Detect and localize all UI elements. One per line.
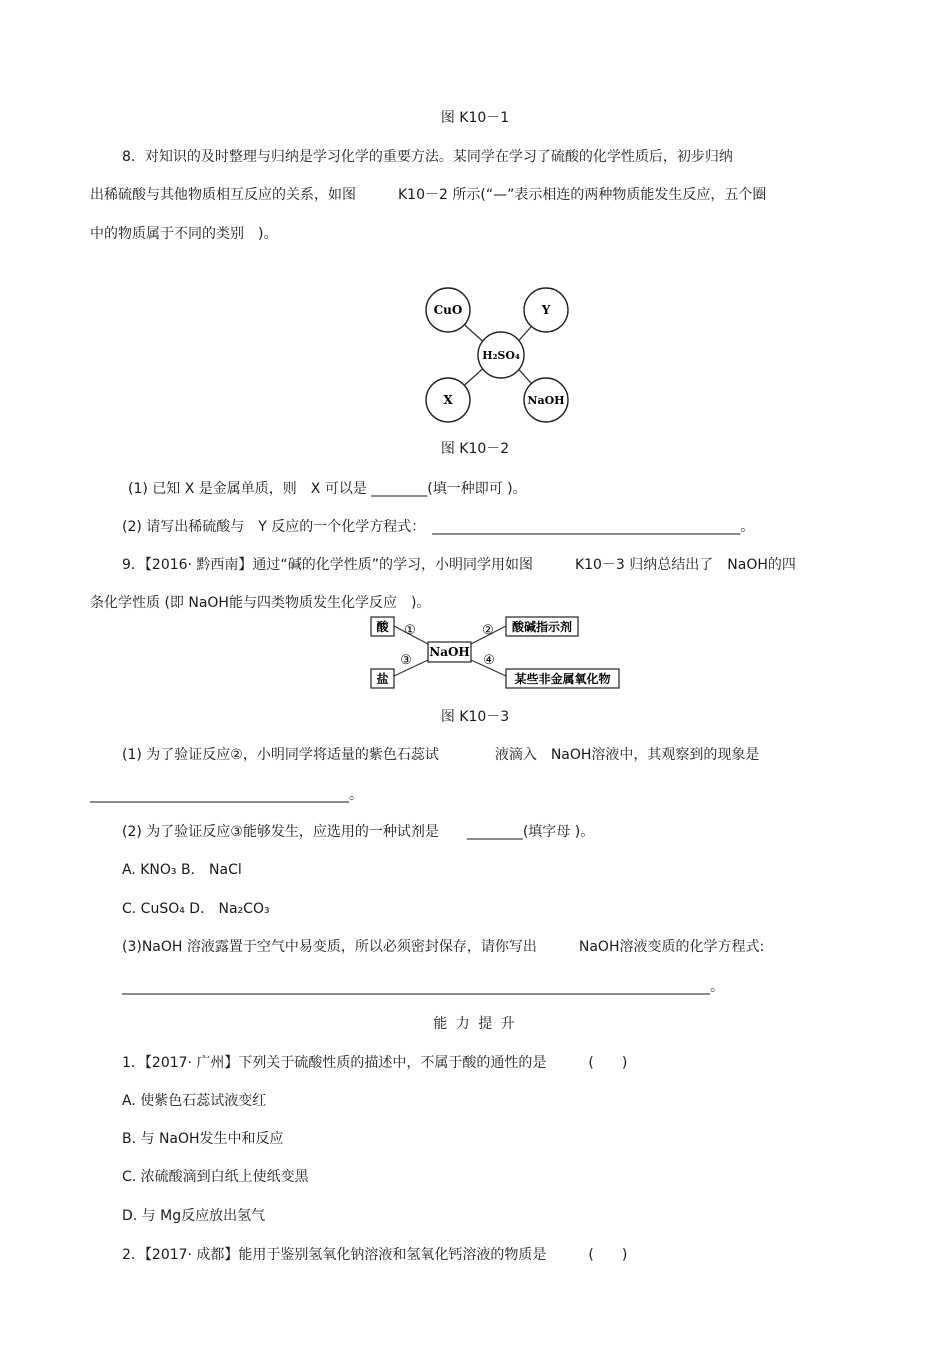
label-indicator: 酸碱指示剂 <box>511 620 573 634</box>
number-2: ② <box>482 623 494 638</box>
p1-option-b: B. 与 NaOH发生中和反应 <box>122 1131 284 1147</box>
q8-sub-2: (2) 请写出稀硫酸与 Y 反应的一个化学方程式： ____________________________________________。 <box>122 519 755 535</box>
figure-caption-k10-3: 图 K10－3 <box>440 709 510 725</box>
q9-sub-1-line-2: _____________________________________。 <box>90 787 363 803</box>
section-title: 能 力 提 升 <box>433 1016 517 1032</box>
q9-line-2: 条化学性质 (即 NaOH能与四类物质发生化学反应 )。 <box>90 595 431 611</box>
figure-caption-k10-1: 图 K10－1 <box>440 110 510 126</box>
q9-sub-1-line-1: (1) 为了验证反应②，小明同学将适量的紫色石蕊试 液滴入 NaOH溶液中，其观察到的现象是 <box>122 747 760 763</box>
number-3: ③ <box>400 653 412 668</box>
q8-line-3: 中的物质属于不同的类别 )。 <box>90 226 278 242</box>
node-x: X <box>443 393 453 407</box>
label-salt: 盐 <box>376 672 389 686</box>
q8-line-2: 出稀硫酸与其他物质相互反应的关系，如图 K10－2 所示(“—”表示相连的两种物质能发生反应，五个圈 <box>90 187 767 203</box>
p1-option-a: A. 使紫色石蕊试液变红 <box>122 1093 267 1109</box>
p1-option-d: D. 与 Mg反应放出氢气 <box>122 1208 266 1224</box>
node-naoh: NaOH <box>527 394 565 407</box>
q8-line-1: 8．对知识的及时整理与归纳是学习化学的重要方法。某同学在学习了硫酸的化学性质后，初步归纳 <box>122 149 733 165</box>
node-h2so4: H₂SO₄ <box>482 349 520 362</box>
p1-option-c: C. 浓硫酸滴到白纸上使纸变黑 <box>122 1169 309 1185</box>
q9-sub-3-line-2: ____________________________________________________________________________________。 <box>122 979 724 995</box>
node-y: Y <box>541 303 551 317</box>
label-naoh: NaOH <box>429 645 470 659</box>
figure-caption-k10-2: 图 K10－2 <box>440 441 510 457</box>
p1-stem: 1．【2017· 广州】下列关于硫酸性质的描述中，不属于酸的通性的是 ( ) <box>122 1055 628 1071</box>
sulfuric-acid-diagram <box>410 280 590 430</box>
q9-sub-3-line-1: (3)NaOH 溶液露置于空气中易变质，所以必须密封保存，请你写出 NaOH溶液变质的化学方程式: <box>122 939 765 955</box>
number-1: ① <box>404 623 416 638</box>
label-acid: 酸 <box>376 620 389 634</box>
node-cuo: CuO <box>433 303 463 317</box>
q8-sub-1: (1) 已知 X 是金属单质，则 X 可以是 ________(填一种即可 )。 <box>128 481 527 497</box>
q9-line-1: 9．【2016· 黔西南】通过“碱的化学性质”的学习，小明同学用如图 K10－3 归纳总结出了 NaOH的四 <box>122 557 796 573</box>
number-4: ④ <box>483 653 495 668</box>
q9-options-cd: C. CuSO₄ D． Na₂CO₃ <box>122 901 270 917</box>
label-nonmetal-oxide: 某些非金属氧化物 <box>514 672 611 686</box>
p2-stem: 2．【2017· 成都】能用于鉴别氢氧化钠溶液和氢氧化钙溶液的物质是 ( ) <box>122 1247 628 1263</box>
naoh-properties-diagram <box>368 614 624 692</box>
q9-options-ab: A. KNO₃ B． NaCl <box>122 862 242 878</box>
q9-sub-2: (2) 为了验证反应③能够发生，应选用的一种试剂是 ________(填字母 )。 <box>122 824 595 840</box>
